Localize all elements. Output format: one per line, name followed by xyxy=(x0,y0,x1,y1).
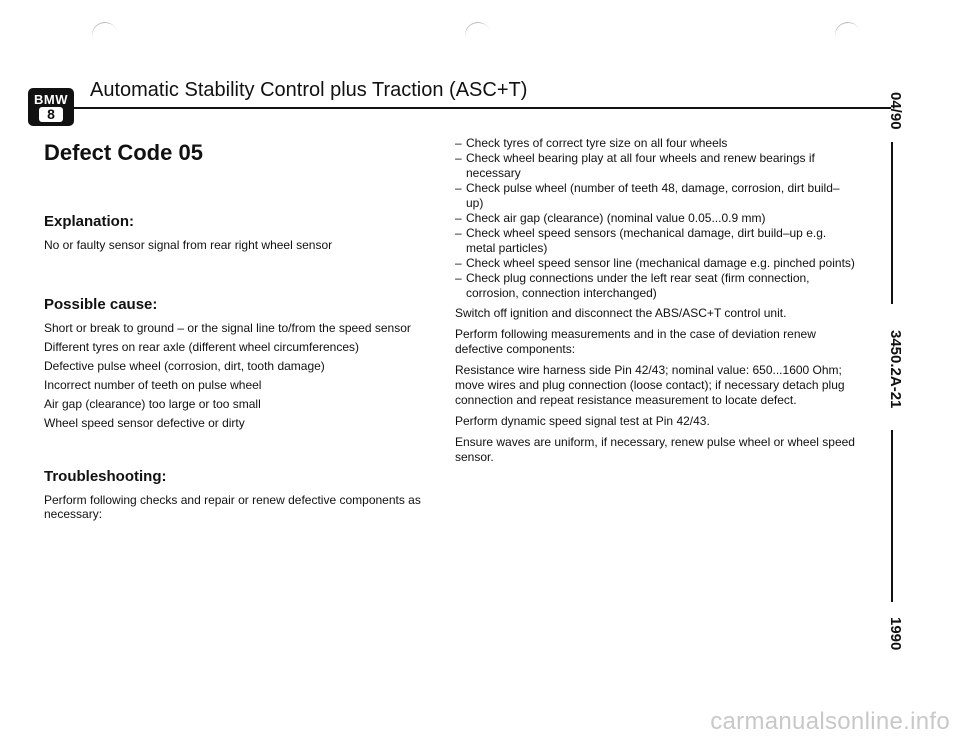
procedure-paragraph: Ensure waves are uniform, if necessary, renew pulse wheel or wheel speed sensor. xyxy=(455,435,855,464)
troubleshooting-text: Perform following checks and repair or renew defective components as necessary: xyxy=(44,493,421,521)
cause-item: Air gap (clearance) too large or too small xyxy=(44,397,261,411)
cause-item: Different tyres on rear axle (different wheel circumferences) xyxy=(44,340,360,354)
right-column xyxy=(455,136,855,465)
procedure-paragraph: Switch off ignition and disconnect the ABS/ASC+T control unit. xyxy=(455,306,787,320)
logo-series: 8 xyxy=(39,107,63,122)
margin-date: 04/90 xyxy=(887,92,904,130)
cause-heading: Possible cause: xyxy=(44,296,158,313)
list-item: – Check wheel speed sensor line (mechanical damage e.g. pinched points) xyxy=(455,256,855,271)
list-item: – Check air gap (clearance) (nominal value 0.05...0.9 mm) xyxy=(455,211,855,226)
troubleshooting-section xyxy=(44,468,444,527)
margin-rule xyxy=(891,430,893,602)
scan-mark xyxy=(88,18,122,52)
procedure-paragraph: Perform dynamic speed signal test at Pin 42/43. xyxy=(455,414,710,428)
troubleshooting-heading: Troubleshooting: xyxy=(44,468,167,485)
list-item: – Check tyres of correct tyre size on all four wheels xyxy=(455,136,855,151)
margin-code: 3450.2A-21 xyxy=(887,330,904,409)
margin-year: 1990 xyxy=(887,617,904,651)
cause-item: Short or break to ground – or the signal line to/from the speed sensor xyxy=(44,321,411,335)
explanation-text: No or faulty sensor signal from rear right wheel sensor xyxy=(44,238,333,252)
cause-item: Wheel speed sensor defective or dirty xyxy=(44,416,245,430)
procedure-paragraph: Perform following measurements and in the case of deviation renew defective components: xyxy=(455,327,816,356)
left-column xyxy=(44,140,434,166)
scan-mark xyxy=(461,18,495,52)
explanation-heading: Explanation: xyxy=(44,213,135,230)
page-header-title: Automatic Stability Control plus Traction (ASC+T) xyxy=(90,79,528,101)
defect-title: Defect Code 05 xyxy=(44,140,203,165)
explanation-section xyxy=(44,213,332,258)
scan-mark xyxy=(831,18,865,52)
bmw-logo xyxy=(28,88,74,126)
procedure-paragraph: Resistance wire harness side Pin 42/43; nominal value: 650...1600 Ohm; move wires and plug connection (loose contact); if necessary detach plug connection and repeat resistance measurement to locate defect. xyxy=(455,363,845,407)
cause-item: Defective pulse wheel (corrosion, dirt, tooth damage) xyxy=(44,359,325,373)
check-list xyxy=(455,136,855,301)
header-divider xyxy=(74,107,891,109)
possible-cause-section xyxy=(44,296,444,435)
list-item: – Check wheel speed sensors (mechanical damage, dirt build–up e.g. metal particles) xyxy=(455,226,855,256)
logo-brand: BMW xyxy=(34,92,68,107)
margin-rule xyxy=(891,142,893,304)
list-item: – Check pulse wheel (number of teeth 48, damage, corrosion, dirt build–up) xyxy=(455,181,855,211)
cause-item: Incorrect number of teeth on pulse wheel xyxy=(44,378,262,392)
list-item: – Check wheel bearing play at all four wheels and renew bearings if necessary xyxy=(455,151,855,181)
watermark: carmanualsonline.info xyxy=(710,708,950,735)
list-item: – Check plug connections under the left rear seat (firm connection, corrosion, connection interchanged) xyxy=(455,271,855,301)
